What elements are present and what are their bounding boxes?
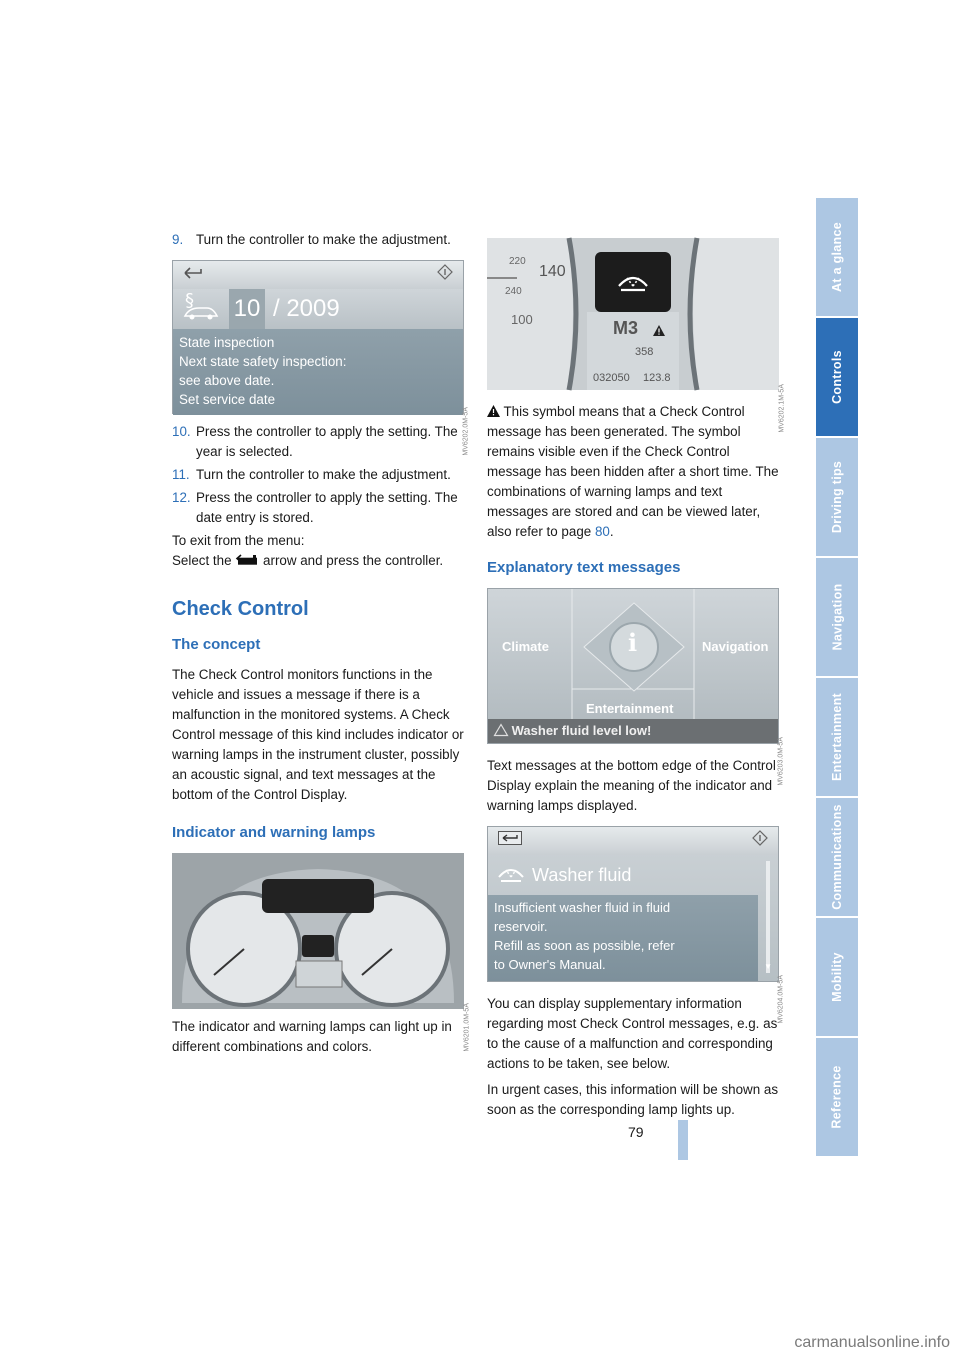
menu-item-climate: Climate: [502, 639, 549, 654]
screen-text-line: Insufficient washer fluid in fluid: [494, 900, 671, 915]
warning-message-bar: [488, 719, 778, 743]
washer-fluid-icon: [615, 264, 651, 302]
figure-code: MV6204.0M-5A: [778, 975, 785, 1024]
message-body: [488, 895, 758, 981]
urgent-text: In urgent cases, this information will be shown as soon as the corresponding lamp lights up.: [487, 1082, 779, 1117]
step-item: [172, 422, 468, 462]
screen-text-line: Next state safety inspection:: [179, 354, 347, 369]
cluster-model: M3: [613, 318, 639, 338]
chapter-tab[interactable]: [816, 438, 858, 558]
step-item: [172, 488, 468, 528]
month-field: 10: [229, 289, 265, 329]
symbol-text: This symbol means that a Check Control message has been generated. The symbol remains visible even if the Check Control message has been hidden after a short time. The combinations of warning lamps and text messages are stored and can be viewed later, also refer to page: [487, 404, 779, 539]
screen-text-line: to Owner's Manual.: [494, 957, 606, 972]
washer-fluid-icon: [488, 859, 526, 891]
step-item: [172, 465, 468, 485]
info-icon: i: [628, 628, 638, 657]
warning-triangle-icon: [494, 723, 508, 738]
chapter-tab-label: At a glance: [830, 222, 844, 292]
chapter-tab[interactable]: [816, 1038, 858, 1158]
warning-cluster-photo: [487, 238, 786, 433]
chapter-tab[interactable]: [816, 318, 858, 438]
speed-label: 220: [509, 256, 526, 267]
step-text: Press the controller to apply the setting. The date entry is stored.: [196, 490, 458, 525]
chapter-tab-label: Navigation: [830, 583, 844, 651]
screen-topbar: [173, 261, 463, 289]
lamps-title: Indicator and warning lamps: [172, 824, 376, 841]
inspection-car-icon: [173, 290, 229, 328]
figure-code: MV6202.1M-5A: [779, 384, 786, 433]
cluster-odometer: 032050: [593, 372, 630, 384]
page-reference-link[interactable]: 80: [594, 524, 610, 539]
warning-message: Washer fluid level low!: [511, 723, 652, 738]
cluster-trip: 123.8: [643, 372, 671, 384]
step-text: Turn the controller to make the adjustment.: [196, 467, 451, 482]
inspection-text: [173, 329, 463, 415]
scroll-down-icon[interactable]: ▼: [764, 962, 772, 971]
exit-instruction-2: [172, 551, 468, 571]
screen-text-line: see above date.: [179, 373, 275, 388]
message-title: Washer fluid: [532, 865, 632, 885]
chapter-tab-label: Communications: [830, 804, 845, 910]
steps-list-a: [172, 230, 468, 250]
supplementary-text: You can display supplementary information regarding most Check Control messages, e.g. as to the cause of a malfunction and corresponding actions to be taken, see below.: [487, 996, 778, 1071]
message-header: [488, 855, 778, 895]
section-title: Check Control: [172, 598, 309, 620]
speed-label: 240: [505, 286, 522, 297]
screen-text-line: State inspection: [179, 335, 275, 350]
svg-text:§: §: [185, 290, 194, 311]
step-number: 10.: [172, 424, 191, 439]
chapter-tab-label: Driving tips: [830, 460, 845, 534]
lamps-text: The indicator and warning lamps can light up in different combinations and colors.: [172, 1019, 452, 1054]
step-number: 9.: [172, 232, 184, 247]
back-arrow-icon: [498, 831, 522, 851]
chapter-tabs: [816, 198, 858, 1160]
symbol-explanation: This symbol means that a Check Control message has been generated. The symbol remains visible even if the Check Control message has been hidden after a short time. The combinations of warning lamps and text messages are stored and can be viewed later, also refer to page 80.: [487, 404, 779, 539]
website-footer: carmanualsonline.info: [794, 1334, 950, 1351]
chapter-tab[interactable]: [816, 918, 858, 1038]
step-text: Turn the controller to make the adjustment.: [196, 232, 451, 247]
explanatory-title: Explanatory text messages: [487, 559, 681, 576]
text-messages-paragraph: Text messages at the bottom edge of the Control Display explain the meaning of the indicator and warning lamps displayed.: [487, 758, 776, 813]
step-item: [172, 230, 468, 250]
figure-code: MV6202.0M-5A: [463, 407, 470, 456]
back-arrow-icon: [235, 553, 259, 568]
concept-title: The concept: [172, 636, 261, 653]
menu-item-navigation: Navigation: [702, 639, 769, 654]
screen-text-line: Refill as soon as possible, refer: [494, 938, 675, 953]
back-arrow-icon: [183, 265, 203, 285]
screen-text-line: reservoir.: [494, 919, 548, 934]
steps-list-b: [172, 422, 468, 528]
chapter-tab-label: Mobility: [830, 952, 844, 1002]
page-number-bar: [678, 1120, 688, 1160]
exit-text-b: arrow and press the controller.: [263, 553, 444, 568]
washer-fluid-screen: [487, 826, 785, 1024]
chapter-tab-label: Entertainment: [830, 693, 845, 781]
left-column: [172, 230, 471, 1063]
chapter-tab[interactable]: [816, 798, 858, 918]
concept-text: The Check Control monitors functions in the vehicle and issues a message if there is a malfunction in the monitored systems. A Check Control message of this kind includes indicator or warning lamps in the instrument cluster, possibly an acoustic signal, and text messages at the bottom of the Control Display.: [172, 667, 464, 802]
chapter-tab[interactable]: [816, 678, 858, 798]
speed-label: 140: [539, 263, 566, 280]
chapter-tab[interactable]: [816, 558, 858, 678]
chapter-tab-label: Controls: [830, 350, 845, 404]
step-number: 12.: [172, 490, 191, 505]
menu-item-entertainment: Entertainment: [586, 701, 674, 716]
exit-text-a: Select the: [172, 553, 232, 568]
speed-label: 100: [511, 312, 533, 327]
warning-triangle-icon: [653, 322, 665, 342]
screen-topbar: [488, 827, 778, 855]
right-column: [487, 238, 786, 1126]
controller-icon: [752, 830, 768, 852]
warning-triangle-icon: [487, 404, 500, 419]
cluster-range: 358: [635, 346, 654, 358]
chapter-tab[interactable]: [816, 198, 858, 318]
page-number: 79: [628, 1124, 644, 1140]
screen-text-line: Set service date: [179, 392, 276, 407]
chapter-tab-label: Reference: [830, 1065, 844, 1129]
cluster-illustration: [172, 853, 464, 1009]
year-field: / 2009: [273, 295, 340, 322]
step-text: Press the controller to apply the setting. The year is selected.: [196, 424, 458, 459]
figure-code: MV6201.0M-5A: [464, 1003, 471, 1052]
date-row: [173, 289, 463, 329]
controller-icon: [437, 264, 453, 286]
exit-instruction-1: To exit from the menu:: [172, 533, 305, 548]
step-number: 11.: [172, 467, 190, 482]
figure-code: MV6203.0M-5A: [778, 737, 785, 786]
